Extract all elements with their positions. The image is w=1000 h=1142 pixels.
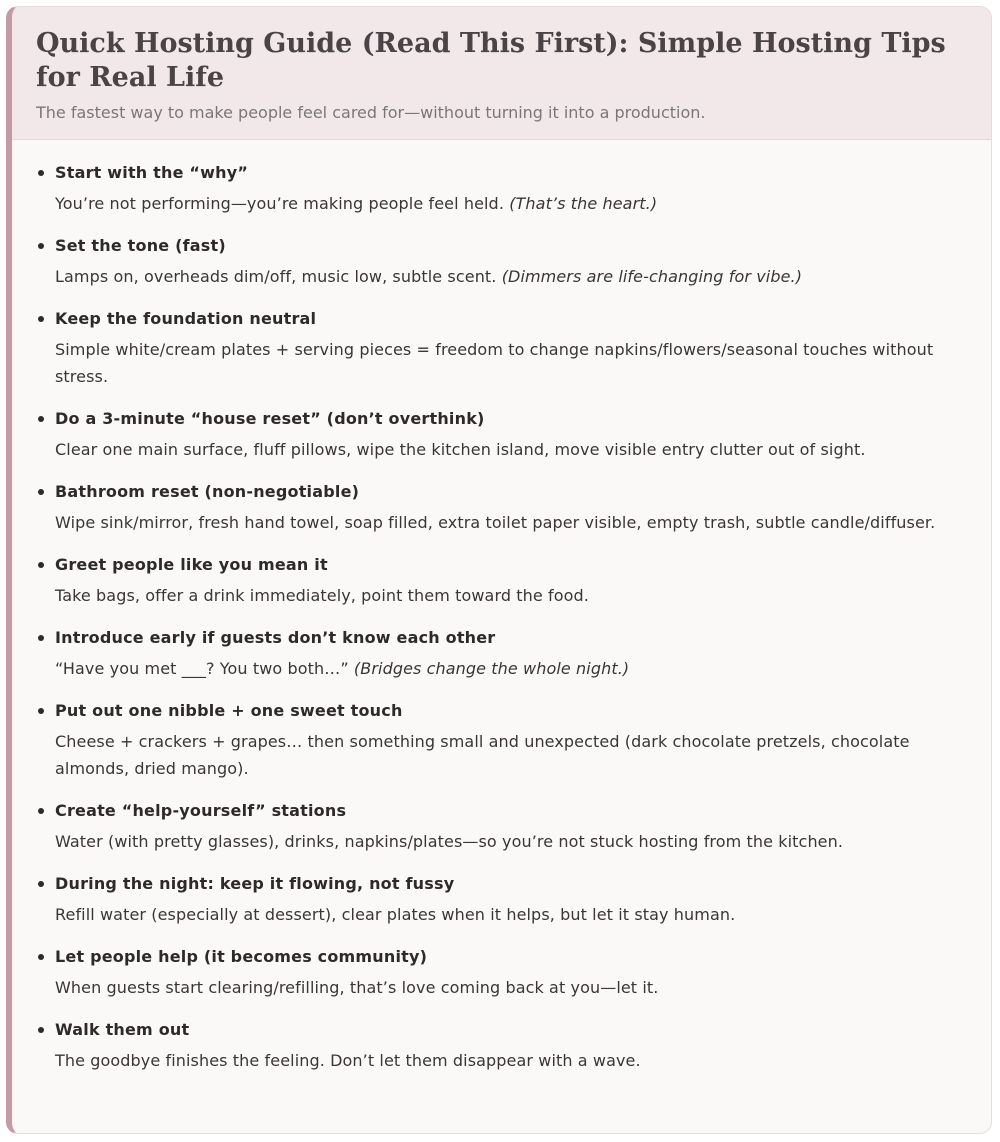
tip-item xyxy=(36,481,967,536)
tip-text: Simple white/cream plates + serving pieces = freedom to change napkins/flowers/seasonal touches without stress. xyxy=(55,340,934,386)
tip-item xyxy=(36,627,967,682)
tip-title: Set the tone (fast) xyxy=(55,236,226,255)
tip-body xyxy=(55,974,967,1001)
bullet-icon xyxy=(38,562,44,568)
tip-text: You’re not performing—you’re making people feel held. xyxy=(55,194,505,213)
tip-title: Bathroom reset (non-negotiable) xyxy=(55,482,360,501)
tip-text: Take bags, offer a drink immediately, point them toward the food. xyxy=(55,586,589,605)
tip-text: Wipe sink/mirror, fresh hand towel, soap filled, extra toilet paper visible, empty trash, subtle candle/diffuser. xyxy=(55,513,936,532)
tip-body xyxy=(55,728,967,782)
tip-body xyxy=(55,582,967,609)
bullet-icon xyxy=(38,243,44,249)
tip-title: Start with the “why” xyxy=(55,163,249,182)
bullet-icon xyxy=(38,170,44,176)
tip-note: (Dimmers are life-changing for vibe.) xyxy=(501,267,803,286)
tip-item xyxy=(36,554,967,609)
tip-item xyxy=(36,946,967,1001)
tips-list xyxy=(12,140,991,1074)
tip-text: “Have you met ___? You two both…” xyxy=(55,659,349,678)
bullet-icon xyxy=(38,416,44,422)
tip-item xyxy=(36,408,967,463)
tip-note: (That’s the heart.) xyxy=(509,194,658,213)
tip-body xyxy=(55,436,967,463)
tip-title: Let people help (it becomes community) xyxy=(55,947,428,966)
tip-item xyxy=(36,308,967,390)
tip-text: The goodbye finishes the feeling. Don’t let them disappear with a wave. xyxy=(55,1051,641,1070)
bullet-icon xyxy=(38,708,44,714)
tip-text: Clear one main surface, fluff pillows, wipe the kitchen island, move visible entry clutter out of sight. xyxy=(55,440,866,459)
tip-item xyxy=(36,700,967,782)
tip-body xyxy=(55,263,967,290)
tip-title: Create “help-yourself” stations xyxy=(55,801,347,820)
bullet-icon xyxy=(38,881,44,887)
page-subtitle: The fastest way to make people feel cared for—without turning it into a production. xyxy=(36,103,706,122)
bullet-icon xyxy=(38,1027,44,1033)
tip-body xyxy=(55,1047,967,1074)
tip-text: When guests start clearing/refilling, that’s love coming back at you—let it. xyxy=(55,978,659,997)
tip-note: (Bridges change the whole night.) xyxy=(353,659,630,678)
tip-title: Put out one nibble + one sweet touch xyxy=(55,701,403,720)
tip-body xyxy=(55,336,967,390)
tip-item xyxy=(36,162,967,217)
bullet-icon xyxy=(38,635,44,641)
tip-text: Cheese + crackers + grapes… then something small and unexpected (dark chocolate pretzels, chocolate almonds, dried mango). xyxy=(55,732,910,778)
bullet-icon xyxy=(38,316,44,322)
tip-item xyxy=(36,873,967,928)
tip-title: Introduce early if guests don’t know each other xyxy=(55,628,496,647)
tip-item xyxy=(36,235,967,290)
tip-title: Walk them out xyxy=(55,1020,190,1039)
tip-text: Refill water (especially at dessert), clear plates when it helps, but let it stay human. xyxy=(55,905,736,924)
guide-header xyxy=(12,7,991,140)
tip-title: Keep the foundation neutral xyxy=(55,309,317,328)
tip-title: Do a 3-minute “house reset” (don’t overthink) xyxy=(55,409,485,428)
tip-body xyxy=(55,509,967,536)
tip-item xyxy=(36,1019,967,1074)
tip-item xyxy=(36,800,967,855)
bullet-icon xyxy=(38,489,44,495)
hosting-guide-card xyxy=(6,6,992,1134)
bullet-icon xyxy=(38,808,44,814)
bullet-icon xyxy=(38,954,44,960)
tip-body xyxy=(55,655,967,682)
tip-body xyxy=(55,828,967,855)
tip-body xyxy=(55,901,967,928)
tip-title: Greet people like you mean it xyxy=(55,555,328,574)
tip-body xyxy=(55,190,967,217)
tip-text: Lamps on, overheads dim/off, music low, subtle scent. xyxy=(55,267,497,286)
tip-title: During the night: keep it flowing, not fussy xyxy=(55,874,455,893)
page-title: Quick Hosting Guide (Read This First): Simple Hosting Tips for Real Life xyxy=(36,28,946,93)
tip-text: Water (with pretty glasses), drinks, napkins/plates—so you’re not stuck hosting from the kitchen. xyxy=(55,832,844,851)
